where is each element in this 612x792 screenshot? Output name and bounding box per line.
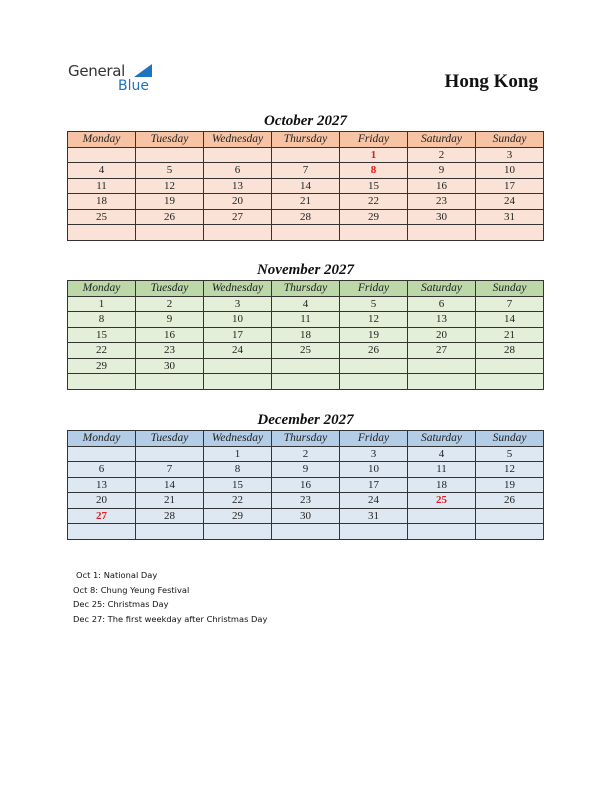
day-cell: 14: [136, 477, 204, 493]
empty-day-cell: [340, 225, 408, 241]
week-row: [68, 296, 544, 312]
empty-day-cell: [272, 147, 340, 163]
day-cell: 21: [136, 493, 204, 509]
day-cell: 12: [476, 462, 544, 478]
day-cell: 30: [272, 508, 340, 524]
week-row: [68, 194, 544, 210]
day-cell: 22: [340, 194, 408, 210]
weekday-header: Thursday: [272, 132, 340, 148]
day-cell: 25: [272, 343, 340, 359]
day-cell: 11: [68, 178, 136, 194]
weekday-header: Wednesday: [204, 431, 272, 447]
day-cell: 20: [408, 327, 476, 343]
holiday-note: Dec 25: Christmas Day: [73, 599, 169, 609]
weekday-header: Friday: [340, 132, 408, 148]
month-title: November 2027: [256, 262, 355, 278]
day-cell: 17: [204, 327, 272, 343]
day-cell: 1: [68, 296, 136, 312]
empty-day-cell: [68, 147, 136, 163]
calendar-table: [67, 131, 544, 241]
day-cell: 31: [476, 209, 544, 225]
day-cell: 22: [68, 343, 136, 359]
day-cell: 8: [204, 462, 272, 478]
day-cell: 15: [340, 178, 408, 194]
day-cell: 13: [408, 312, 476, 328]
calendar-table: [67, 280, 544, 390]
week-row: [68, 524, 544, 540]
day-cell: 1: [340, 147, 408, 163]
empty-day-cell: [204, 374, 272, 390]
logo-word-general: General: [68, 62, 126, 80]
day-cell: 27: [408, 343, 476, 359]
week-row: [68, 508, 544, 524]
day-cell: 18: [408, 477, 476, 493]
day-cell: 2: [136, 296, 204, 312]
empty-day-cell: [408, 225, 476, 241]
day-cell: 20: [204, 194, 272, 210]
empty-day-cell: [476, 374, 544, 390]
weekday-header: Sunday: [476, 431, 544, 447]
day-cell: 28: [136, 508, 204, 524]
day-cell: 18: [272, 327, 340, 343]
week-row: [68, 462, 544, 478]
empty-day-cell: [408, 508, 476, 524]
day-cell: 11: [272, 312, 340, 328]
day-cell: 27: [204, 209, 272, 225]
weekday-header: Saturday: [408, 281, 476, 297]
day-cell: 26: [340, 343, 408, 359]
day-cell: 5: [136, 163, 204, 179]
day-cell: 24: [340, 493, 408, 509]
logo-word-blue: Blue: [118, 78, 149, 94]
week-row: [68, 147, 544, 163]
empty-day-cell: [136, 374, 204, 390]
day-cell: 1: [204, 446, 272, 462]
day-cell: 17: [340, 477, 408, 493]
day-cell: 18: [68, 194, 136, 210]
weekday-header: Thursday: [272, 431, 340, 447]
weekday-header: Wednesday: [204, 281, 272, 297]
day-cell: 11: [408, 462, 476, 478]
weekday-header: Tuesday: [136, 431, 204, 447]
day-cell: 6: [204, 163, 272, 179]
day-cell: 7: [476, 296, 544, 312]
day-cell: 15: [204, 477, 272, 493]
weekday-header: Friday: [340, 431, 408, 447]
month-december: [67, 411, 544, 540]
empty-day-cell: [272, 358, 340, 374]
week-row: [68, 312, 544, 328]
day-cell: 5: [476, 446, 544, 462]
day-cell: 27: [68, 508, 136, 524]
empty-day-cell: [136, 147, 204, 163]
day-cell: 14: [272, 178, 340, 194]
empty-day-cell: [204, 524, 272, 540]
day-cell: 10: [476, 163, 544, 179]
calendar-table: [67, 430, 544, 540]
weekday-header: Wednesday: [204, 132, 272, 148]
month-october: [67, 112, 544, 241]
day-cell: 23: [408, 194, 476, 210]
week-row: [68, 327, 544, 343]
day-cell: 24: [204, 343, 272, 359]
empty-day-cell: [272, 374, 340, 390]
day-cell: 25: [68, 209, 136, 225]
weekday-header-row: [68, 132, 544, 148]
empty-day-cell: [476, 508, 544, 524]
weekday-header: Saturday: [408, 431, 476, 447]
empty-day-cell: [476, 524, 544, 540]
week-row: [68, 209, 544, 225]
day-cell: 21: [476, 327, 544, 343]
week-row: [68, 493, 544, 509]
empty-day-cell: [340, 358, 408, 374]
empty-day-cell: [204, 225, 272, 241]
day-cell: 16: [408, 178, 476, 194]
day-cell: 17: [476, 178, 544, 194]
day-cell: 4: [272, 296, 340, 312]
day-cell: 26: [476, 493, 544, 509]
day-cell: 30: [408, 209, 476, 225]
holiday-note: Oct 1: National Day: [76, 570, 158, 580]
day-cell: 12: [340, 312, 408, 328]
holiday-note: Oct 8: Chung Yeung Festival: [73, 584, 190, 595]
day-cell: 22: [204, 493, 272, 509]
day-cell: 29: [204, 508, 272, 524]
empty-day-cell: [408, 524, 476, 540]
holiday-notes: [73, 568, 267, 626]
empty-day-cell: [408, 358, 476, 374]
day-cell: 19: [136, 194, 204, 210]
empty-day-cell: [204, 358, 272, 374]
week-row: [68, 225, 544, 241]
day-cell: 12: [136, 178, 204, 194]
day-cell: 8: [68, 312, 136, 328]
weekday-header: Tuesday: [136, 132, 204, 148]
week-row: [68, 343, 544, 359]
weekday-header: Thursday: [272, 281, 340, 297]
week-row: [68, 374, 544, 390]
weekday-header: Friday: [340, 281, 408, 297]
empty-day-cell: [272, 225, 340, 241]
day-cell: 2: [272, 446, 340, 462]
day-cell: 3: [340, 446, 408, 462]
day-cell: 8: [340, 163, 408, 179]
day-cell: 6: [408, 296, 476, 312]
day-cell: 2: [408, 147, 476, 163]
empty-day-cell: [136, 225, 204, 241]
empty-day-cell: [340, 524, 408, 540]
week-row: [68, 178, 544, 194]
day-cell: 30: [136, 358, 204, 374]
weekday-header: Sunday: [476, 132, 544, 148]
weekday-header-row: [68, 431, 544, 447]
day-cell: 23: [272, 493, 340, 509]
empty-day-cell: [476, 225, 544, 241]
day-cell: 3: [476, 147, 544, 163]
weekday-header: Sunday: [476, 281, 544, 297]
week-row: [68, 358, 544, 374]
weekday-header-row: [68, 281, 544, 297]
empty-day-cell: [68, 524, 136, 540]
weekday-header: Tuesday: [136, 281, 204, 297]
empty-day-cell: [68, 446, 136, 462]
week-row: [68, 163, 544, 179]
day-cell: 5: [340, 296, 408, 312]
day-cell: 3: [204, 296, 272, 312]
empty-day-cell: [68, 225, 136, 241]
weekday-header: Monday: [68, 281, 136, 297]
day-cell: 16: [272, 477, 340, 493]
empty-day-cell: [476, 358, 544, 374]
day-cell: 10: [204, 312, 272, 328]
day-cell: 25: [408, 493, 476, 509]
weekday-header: Monday: [68, 132, 136, 148]
day-cell: 26: [136, 209, 204, 225]
month-title: December 2027: [257, 412, 354, 428]
month-title: October 2027: [264, 113, 347, 129]
day-cell: 24: [476, 194, 544, 210]
empty-day-cell: [408, 374, 476, 390]
day-cell: 23: [136, 343, 204, 359]
day-cell: 9: [272, 462, 340, 478]
empty-day-cell: [272, 524, 340, 540]
day-cell: 28: [272, 209, 340, 225]
month-november: [67, 261, 544, 390]
day-cell: 6: [68, 462, 136, 478]
empty-day-cell: [136, 446, 204, 462]
logo-triangle-icon: [134, 64, 152, 77]
day-cell: 20: [68, 493, 136, 509]
holiday-note: Dec 27: The first weekday after Christmas Day: [73, 613, 268, 624]
empty-day-cell: [204, 147, 272, 163]
week-row: [68, 446, 544, 462]
day-cell: 19: [476, 477, 544, 493]
day-cell: 29: [340, 209, 408, 225]
day-cell: 4: [68, 163, 136, 179]
day-cell: 16: [136, 327, 204, 343]
day-cell: 7: [136, 462, 204, 478]
day-cell: 29: [68, 358, 136, 374]
day-cell: 13: [68, 477, 136, 493]
general-blue-logo: [68, 62, 168, 98]
day-cell: 4: [408, 446, 476, 462]
day-cell: 19: [340, 327, 408, 343]
day-cell: 21: [272, 194, 340, 210]
week-row: [68, 477, 544, 493]
day-cell: 14: [476, 312, 544, 328]
day-cell: 7: [272, 163, 340, 179]
day-cell: 13: [204, 178, 272, 194]
weekday-header: Saturday: [408, 132, 476, 148]
weekday-header: Monday: [68, 431, 136, 447]
day-cell: 31: [340, 508, 408, 524]
country-title: Hong Kong: [444, 71, 538, 92]
day-cell: 28: [476, 343, 544, 359]
day-cell: 15: [68, 327, 136, 343]
day-cell: 10: [340, 462, 408, 478]
empty-day-cell: [340, 374, 408, 390]
day-cell: 9: [136, 312, 204, 328]
empty-day-cell: [68, 374, 136, 390]
empty-day-cell: [136, 524, 204, 540]
day-cell: 9: [408, 163, 476, 179]
